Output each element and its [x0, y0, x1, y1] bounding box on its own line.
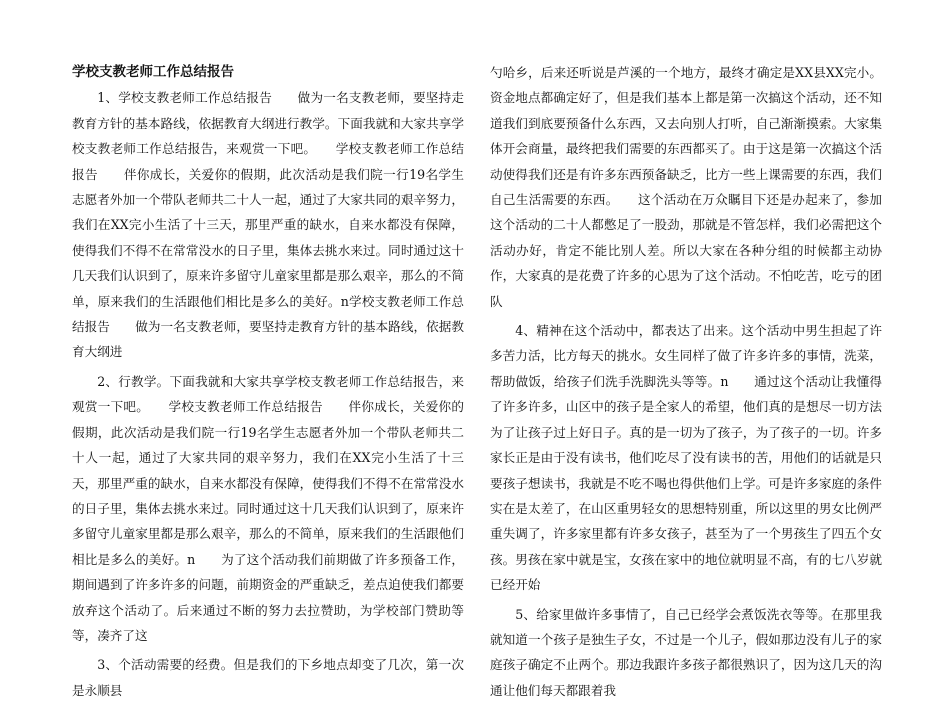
paragraph-3: 3、个活动需要的经费。但是我们的下乡地点却变了几次，第一次是永顺县: [72, 657, 464, 698]
paragraph-5: 5、给家里做许多事情了，自己已经学会煮饭洗衣等等。在那里我就知道一个孩子是独生子女，不过是一个儿子，假如那边没有儿子的家庭孩子确定不止两个。那边我跟许多孩子都很熟识了，因为这几天的沟通让他们每天都跟着我: [490, 606, 882, 698]
right-column: [490, 60, 882, 703]
document-title: 学校支教老师工作总结报告: [72, 64, 234, 80]
paragraph-2: 2、行教学。下面我就和大家共享学校支教老师工作总结报告，来观赏一下吧。 学校支教老师工作总结报告 伴你成长，关爱你的假期，此次活动是我们院一行19名学生志愿者外加一个带队老师共二十人一起，通过了大家共同的艰辛努力，我们在XX完小生活了十三天，那里严重的缺水，自来水都没有保障，使得我们不得不在常常没水的日子里，集体去挑水来过。同时通过这十几天我们认识到了，原来许多留守儿童家里都是那么艰辛，那么的不简单，原来我们的生活跟他们相比是多么的美好。n 为了这个活动我们前期做了许多预备工作，期间遇到了许多许多的问题，前期资金的严重缺乏，差点迫使我们都要放弃这个活动了。后来通过不断的努力去拉赞助，为学校部门赞助等等，凑齐了这: [72, 373, 464, 643]
paragraph-3-continued: 勺哈乡，后来还听说是芦溪的一个地方，最终才确定是XX县XX完小。资金地点都确定好了，但是我们基本上都是第一次搞这个活动，还不知道我们到底要预备什么东西，又去向别人打听，自己渐渐摸索。大家集体开会商量，最终把我们需要的东西都买了。由于这是第一次搞这个活动使得我们还是有许多东西预备缺乏，比方一些上课需要的东西，我们自己生活需要的东西。 这个活动在万众瞩目下还是办起来了，参加这个活动的二十人都憋足了一股劲，那就是不管怎样，我们必需把这个活动办好，肯定不能比别人差。所以大家在各种分组的时候都主动协作，大家真的是花费了许多的心思为了这个活动。不怕吃苦，吃亏的团队: [490, 65, 882, 309]
paragraph-4: 4、精神在这个活动中，都表达了出来。这个活动中男生担起了许多苦力活，比方每天的挑水。女生同样了做了许多许多的事情，洗菜，帮助做饭，给孩子们洗手洗脚洗头等等。n 通过这个活动让我懂得了许多许多，山区中的孩子是全家人的希望，他们真的是想尽一切方法为了让孩子过上好日子。真的是一切为了孩子，为了孩子的一切。许多家长正是由于没有读书，他们吃尽了没有读书的苦，用他们的话就是只要孩子想读书，我就是不吃不喝也得供他们上学。可是许多家庭的条件实在是太差了，在山区重男轻女的思想特别重，所以这里的男女比例严重失调了，许多家里都有许多女孩子，甚至为了一个男孩生了四五个女孩。男孩在家中就是宝，女孩在家中的地位就明显不高，有的七八岁就已经开始: [490, 323, 882, 593]
left-column: [72, 60, 464, 703]
paragraph-1: 1、学校支教老师工作总结报告 做为一名支教老师，要坚持走教育方针的基本路线，依据教育大纲进行教学。下面我就和大家共享学校支教老师工作总结报告，来观赏一下吧。 学校支教老师工作总结报告 伴你成长，关爱你的假期，此次活动是我们院一行19名学生志愿者外加一个带队老师共二十人一起，通过了大家共同的艰辛努力，我们在XX完小生活了十三天，那里严重的缺水，自来水都没有保障，使得我们不得不在常常没水的日子里，集体去挑水来过。同时通过这十几天我们认识到了，原来许多留守儿童家里都是那么艰辛，那么的不简单，原来我们的生活跟他们相比是多么的美好。n学校支教老师工作总结报告 做为一名支教老师，要坚持走教育方针的基本路线，依据教育大纲进: [72, 90, 464, 360]
